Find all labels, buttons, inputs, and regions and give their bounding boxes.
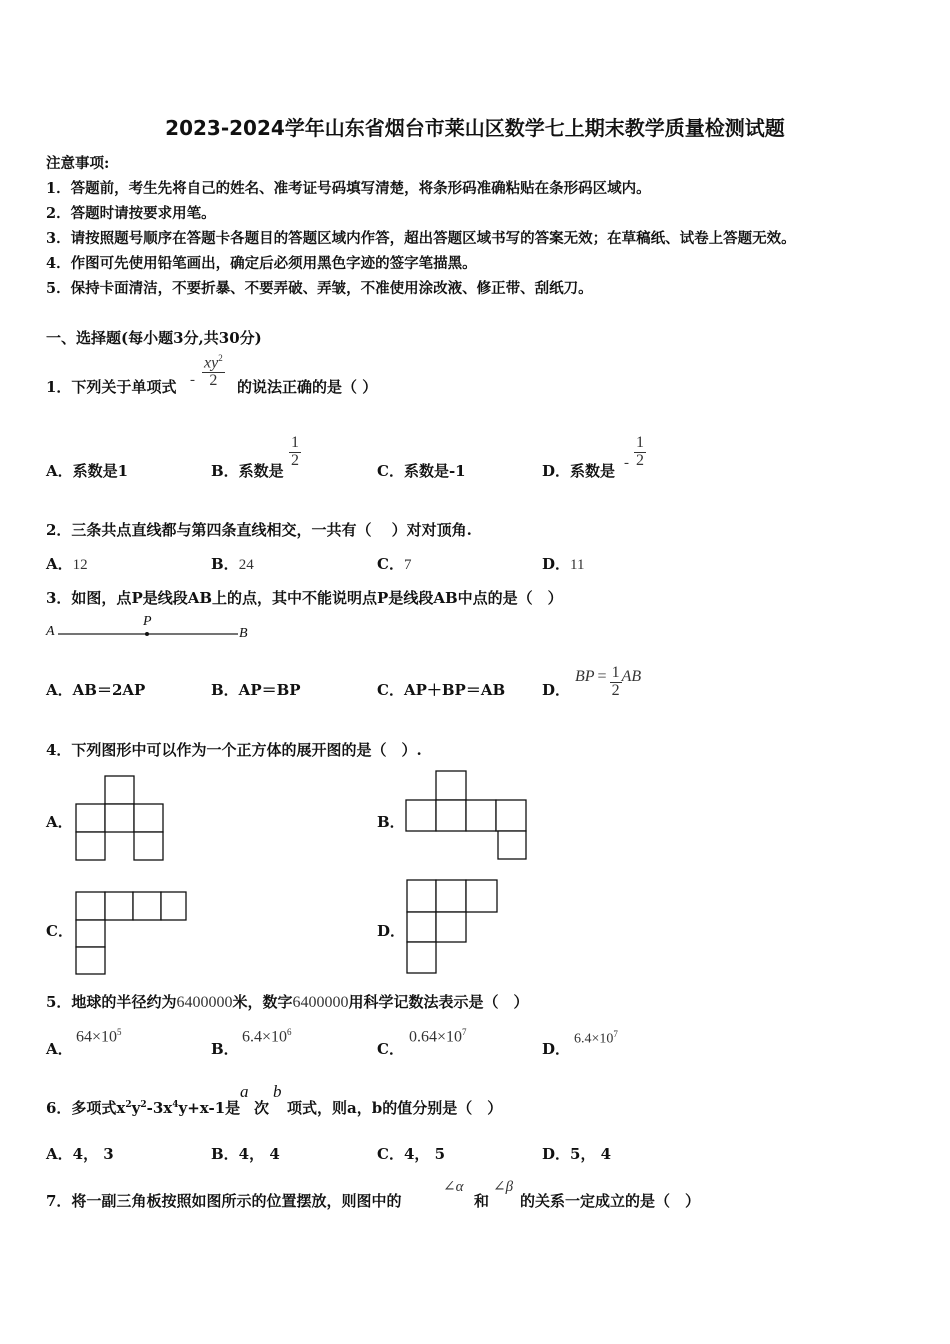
q6-option-c: C．4， 5 xyxy=(377,1145,446,1163)
q1-frac-den: 2 xyxy=(202,372,225,390)
q2-option-a: A．12 xyxy=(46,555,88,573)
q5-option-a-label: A． xyxy=(46,1040,73,1058)
q7-stem-pre: 7．将一副三角板按照如图所示的位置摆放，则图中的 xyxy=(46,1192,402,1210)
q3-label-a: A xyxy=(46,624,55,639)
q1-stem-pre: 1．下列关于单项式 xyxy=(46,378,177,396)
q1-option-b-fraction xyxy=(289,435,301,470)
section-heading: 一、选择题(每小题3分,共30分) xyxy=(46,329,262,347)
q6-var-b: b xyxy=(273,1082,282,1101)
q4-stem: 4．下列图形中可以作为一个正方体的展开图的是（ ）. xyxy=(46,741,422,759)
notice-item-1: 1．答题前，考生先将自己的姓名、准考证号码填写清楚，将条形码准确粘贴在条形码区域内。 xyxy=(46,180,651,197)
q4-net-d xyxy=(407,880,497,973)
q2-option-d: D．11 xyxy=(542,555,585,573)
q1-fraction xyxy=(202,354,225,390)
q1-frac-exp: 2 xyxy=(218,353,223,363)
notice-item-3: 3．请按照题号顺序在答题卡各题目的答题区域内作答，超出答题区域书写的答案无效；在草稿纸、试卷上答题无效。 xyxy=(46,230,796,247)
q6-option-d: D．5， 4 xyxy=(542,1145,612,1163)
q3-option-d-formula: BP = $\frac{1}{2}$ AB xyxy=(575,664,642,699)
q1-option-a: A．系数是1 xyxy=(46,462,129,480)
q4-option-b-label: B． xyxy=(377,813,405,831)
q1-option-d-minus: - xyxy=(624,455,629,471)
q4-option-a-label: A． xyxy=(46,813,73,831)
q7-he: 和 xyxy=(474,1192,490,1210)
q5-option-c-label: C． xyxy=(377,1040,404,1058)
q1-minus: - xyxy=(190,372,195,388)
q1-stem-post: 的说法正确的是（ ） xyxy=(237,378,378,396)
q3-option-d-label: D． xyxy=(542,681,571,699)
q6-stem-post: 项式，则a，b的值分别是（ ） xyxy=(287,1099,503,1117)
notice-item-4: 4．作图可先使用铅笔画出，确定后必须用黑色字迹的签字笔描黑。 xyxy=(46,255,477,272)
q1-option-d-label: D．系数是 xyxy=(542,462,616,480)
q7-beta: ∠β xyxy=(493,1179,514,1195)
q1-b-den: 2 xyxy=(291,451,299,469)
q5-stem: 5．地球的半径约为6400000米，数字6400000用科学记数法表示是（ ） xyxy=(46,993,529,1011)
q3-option-c: C．AP＋BP＝AB xyxy=(377,681,506,699)
q7-alpha: ∠α xyxy=(443,1179,464,1195)
q6-var-a: a xyxy=(240,1082,249,1101)
q4-net-figures xyxy=(0,0,1,1)
q3-point-p xyxy=(145,632,149,636)
q6-option-b: B．4， 4 xyxy=(211,1145,280,1163)
q4-net-c xyxy=(76,892,186,974)
q3-stem: 3．如图，点P是线段AB上的点，其中不能说明点P是线段AB中点的是（ ） xyxy=(46,589,563,607)
q4-net-b xyxy=(406,771,526,859)
q1-option-d-fraction xyxy=(634,435,646,470)
q3-option-b: B．AP＝BP xyxy=(211,681,301,699)
q2-option-b: B．24 xyxy=(211,555,254,573)
notice-item-5: 5．保持卡面清洁，不要折暴、不要弄破、弄皱，不准使用涂改液、修正带、刮纸刀。 xyxy=(46,280,593,297)
q1-d-num: 1 xyxy=(636,434,644,451)
q4-option-d-label: D． xyxy=(377,922,406,940)
q1-d-den: 2 xyxy=(636,451,644,469)
page-title: 2023-2024学年山东省烟台市莱山区数学七上期末教学质量检测试题 xyxy=(165,116,785,140)
q6-option-a: A．4， 3 xyxy=(46,1145,114,1163)
q6-stem: 6．多项式$x^2y^2-3x^4y+x-1$是 xyxy=(46,1099,241,1117)
q2-stem: 2．三条共点直线都与第四条直线相交，一共有（ ）对对顶角. xyxy=(46,521,472,539)
q4-option-c-label: C． xyxy=(46,922,73,940)
q5-option-b-label: B． xyxy=(211,1040,239,1058)
q1-option-b-label: B．系数是 xyxy=(211,462,284,480)
q3-option-a: A．AB＝2AP xyxy=(46,681,146,699)
q5-option-d-value: $6.4\times 10^7$ xyxy=(574,1029,618,1047)
q5-option-d-label: D． xyxy=(542,1040,571,1058)
q4-net-a xyxy=(76,776,163,860)
notice-heading: 注意事项: xyxy=(46,155,110,172)
q7-stem-post: 的关系一定成立的是（ ） xyxy=(520,1192,701,1210)
q5-option-b-value: $6.4\times 10^6$ xyxy=(242,1027,292,1046)
q3-label-p: P xyxy=(143,614,152,629)
q6-ci: 次 xyxy=(254,1099,270,1117)
q1-frac-num: xy xyxy=(204,354,219,372)
q5-option-a-value: $64\times 10^5$ xyxy=(76,1027,122,1046)
notice-item-2: 2．答题时请按要求用笔。 xyxy=(46,205,216,222)
q1-b-num: 1 xyxy=(291,434,299,451)
q3-label-b: B xyxy=(239,626,248,641)
q5-option-c-value: $0.64\times 10^7$ xyxy=(409,1027,467,1046)
q1-option-c: C．系数是-1 xyxy=(377,462,466,480)
q2-option-c: C．7 xyxy=(377,555,412,573)
